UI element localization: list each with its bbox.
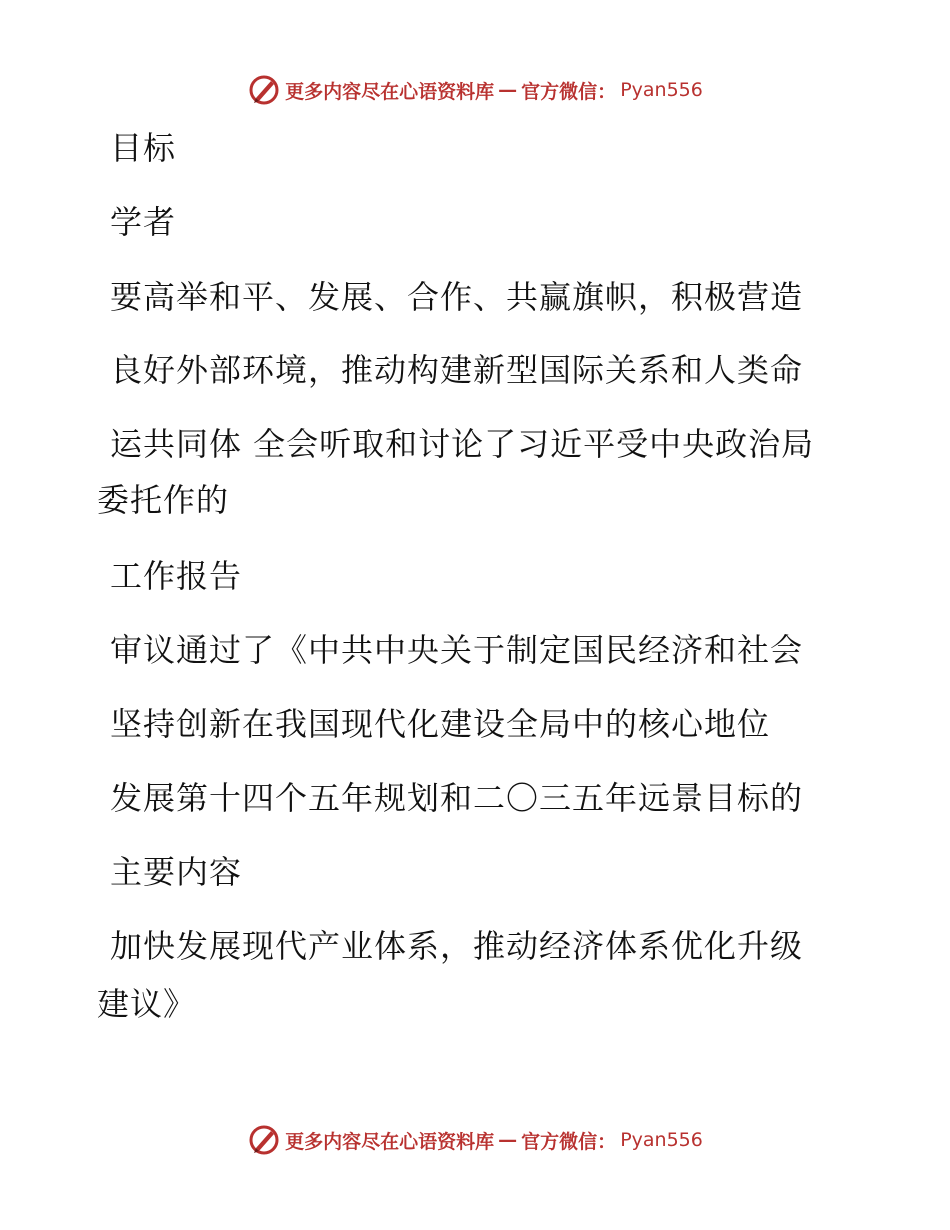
doc-line: 运共同体 全会听取和讨论了习近平受中央政治局 bbox=[110, 425, 815, 463]
doc-line: 学者 bbox=[110, 203, 177, 241]
header-banner-wechat-label: 官方微信： bbox=[521, 80, 617, 103]
doc-line: 加快发展现代产业体系，推动经济体系优化升级 bbox=[110, 927, 804, 965]
header-banner-dash: — bbox=[498, 79, 518, 101]
pen-logo-icon bbox=[247, 1123, 281, 1157]
header-banner bbox=[0, 70, 950, 110]
footer-banner-dash: — bbox=[498, 1129, 518, 1151]
doc-line: 目标 bbox=[110, 129, 177, 167]
doc-line: 坚持创新在我国现代化建设全局中的核心地位 bbox=[110, 705, 771, 743]
footer-banner-main: 更多内容尽在心语资料库 bbox=[285, 1130, 495, 1153]
doc-line: 审议通过了《中共中央关于制定国民经济和社会 bbox=[110, 631, 804, 669]
pen-logo-icon bbox=[247, 73, 281, 107]
footer-banner-wechat-id: Pyan556 bbox=[620, 1129, 703, 1151]
footer-banner-wechat-label: 官方微信： bbox=[521, 1130, 617, 1153]
footer-banner bbox=[0, 1120, 950, 1160]
doc-line: 发展第十四个五年规划和二〇三五年远景目标的 bbox=[110, 779, 804, 817]
doc-line: 主要内容 bbox=[110, 853, 243, 891]
doc-line: 要高举和平、发展、合作、共赢旗帜，积极营造 bbox=[110, 278, 804, 316]
doc-line: 工作报告 bbox=[110, 557, 243, 595]
header-banner-main: 更多内容尽在心语资料库 bbox=[285, 80, 495, 103]
doc-line: 良好外部环境，推动构建新型国际关系和人类命 bbox=[110, 351, 804, 389]
doc-line: 建议》 bbox=[97, 985, 197, 1023]
doc-line: 委托作的 bbox=[97, 481, 230, 519]
header-banner-wechat-id: Pyan556 bbox=[620, 79, 703, 101]
